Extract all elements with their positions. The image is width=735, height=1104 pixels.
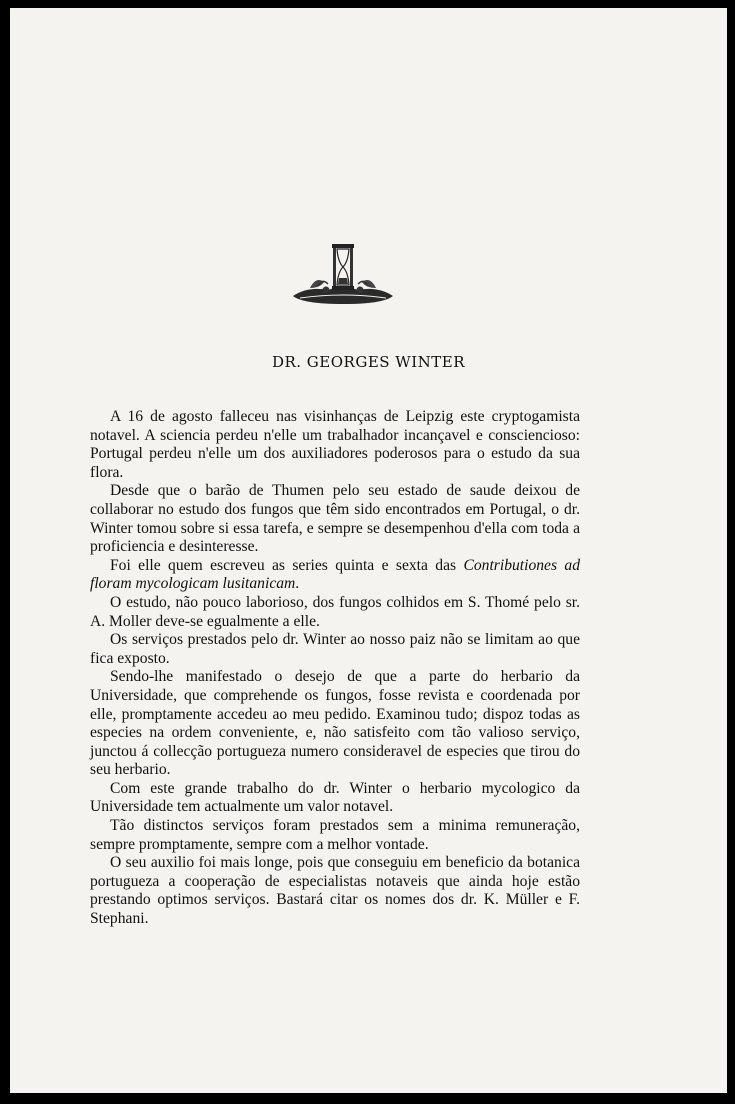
paragraph: A 16 de agosto falleceu nas visinhanças de Leipzig este cryptogamista notavel. A sciencia perdeu n'elle um trabalhador incançavel e consciencioso: Portugal perdeu n'elle um dos auxiliadores poderosos para o estudo da sua flora. xyxy=(90,408,580,481)
paragraph-text: Foi elle quem escreveu as series quinta e sexta das xyxy=(110,556,464,574)
page-title: DR. GEORGES WINTER xyxy=(271,353,466,371)
paragraph: Desde que o barão de Thumen pelo seu estado de saude deixou de collaborar no estudo dos fungos que têm sido encontrados em Portugal, o dr. Winter tomou sobre si essa tarefa, e sempre se desempenhou d'ella com toda a proficiencia e desinteresse. xyxy=(90,482,580,556)
paragraph: Sendo-lhe manifestado o desejo de que a parte do herbario da Universidade, que comprehende os fungos, fosse revista e coordenada por elle, promptamente accedeu ao meu pedido. Examinou tudo; dispoz todas as especies na ordem conveniente, e, não satisfeito com tão valioso serviço, junctou á collecção portugueza numero consideravel de especies que tirou do seu herbario. xyxy=(90,668,580,779)
paragraph-text: . xyxy=(295,575,300,593)
article-body xyxy=(90,408,580,929)
paragraph: Tão distinctos serviços foram prestados sem a minima remuneração, sempre promptamente, sempre com a melhor vontade. xyxy=(90,817,580,853)
paragraph: O estudo, não pouco laborioso, dos fungos colhidos em S. Thomé pelo sr. A. Moller deve-se egualmente a elle. xyxy=(90,593,580,630)
paragraph: O seu auxilio foi mais longe, pois que conseguiu em beneficio da botanica portugueza a cooperação de especialistas notaveis que ainda hoje estão prestando optimos serviços. Bastará citar os nomes dos dr. K. Müller e F. Stephani. xyxy=(90,854,580,928)
paragraph: Os serviços prestados pelo dr. Winter ao nosso paiz não se limitam ao que fica exposto. xyxy=(90,631,580,667)
paragraph: Com este grande trabalho do dr. Winter o herbario mycologico da Universidade tem actualmente um valor notavel. xyxy=(90,779,580,816)
hourglass-ornament-icon xyxy=(288,238,398,308)
publication-title: Contributiones ad floram mycologicam lusitanicam xyxy=(90,556,581,593)
paragraph-contributiones xyxy=(90,557,580,594)
document-page xyxy=(10,8,727,1093)
